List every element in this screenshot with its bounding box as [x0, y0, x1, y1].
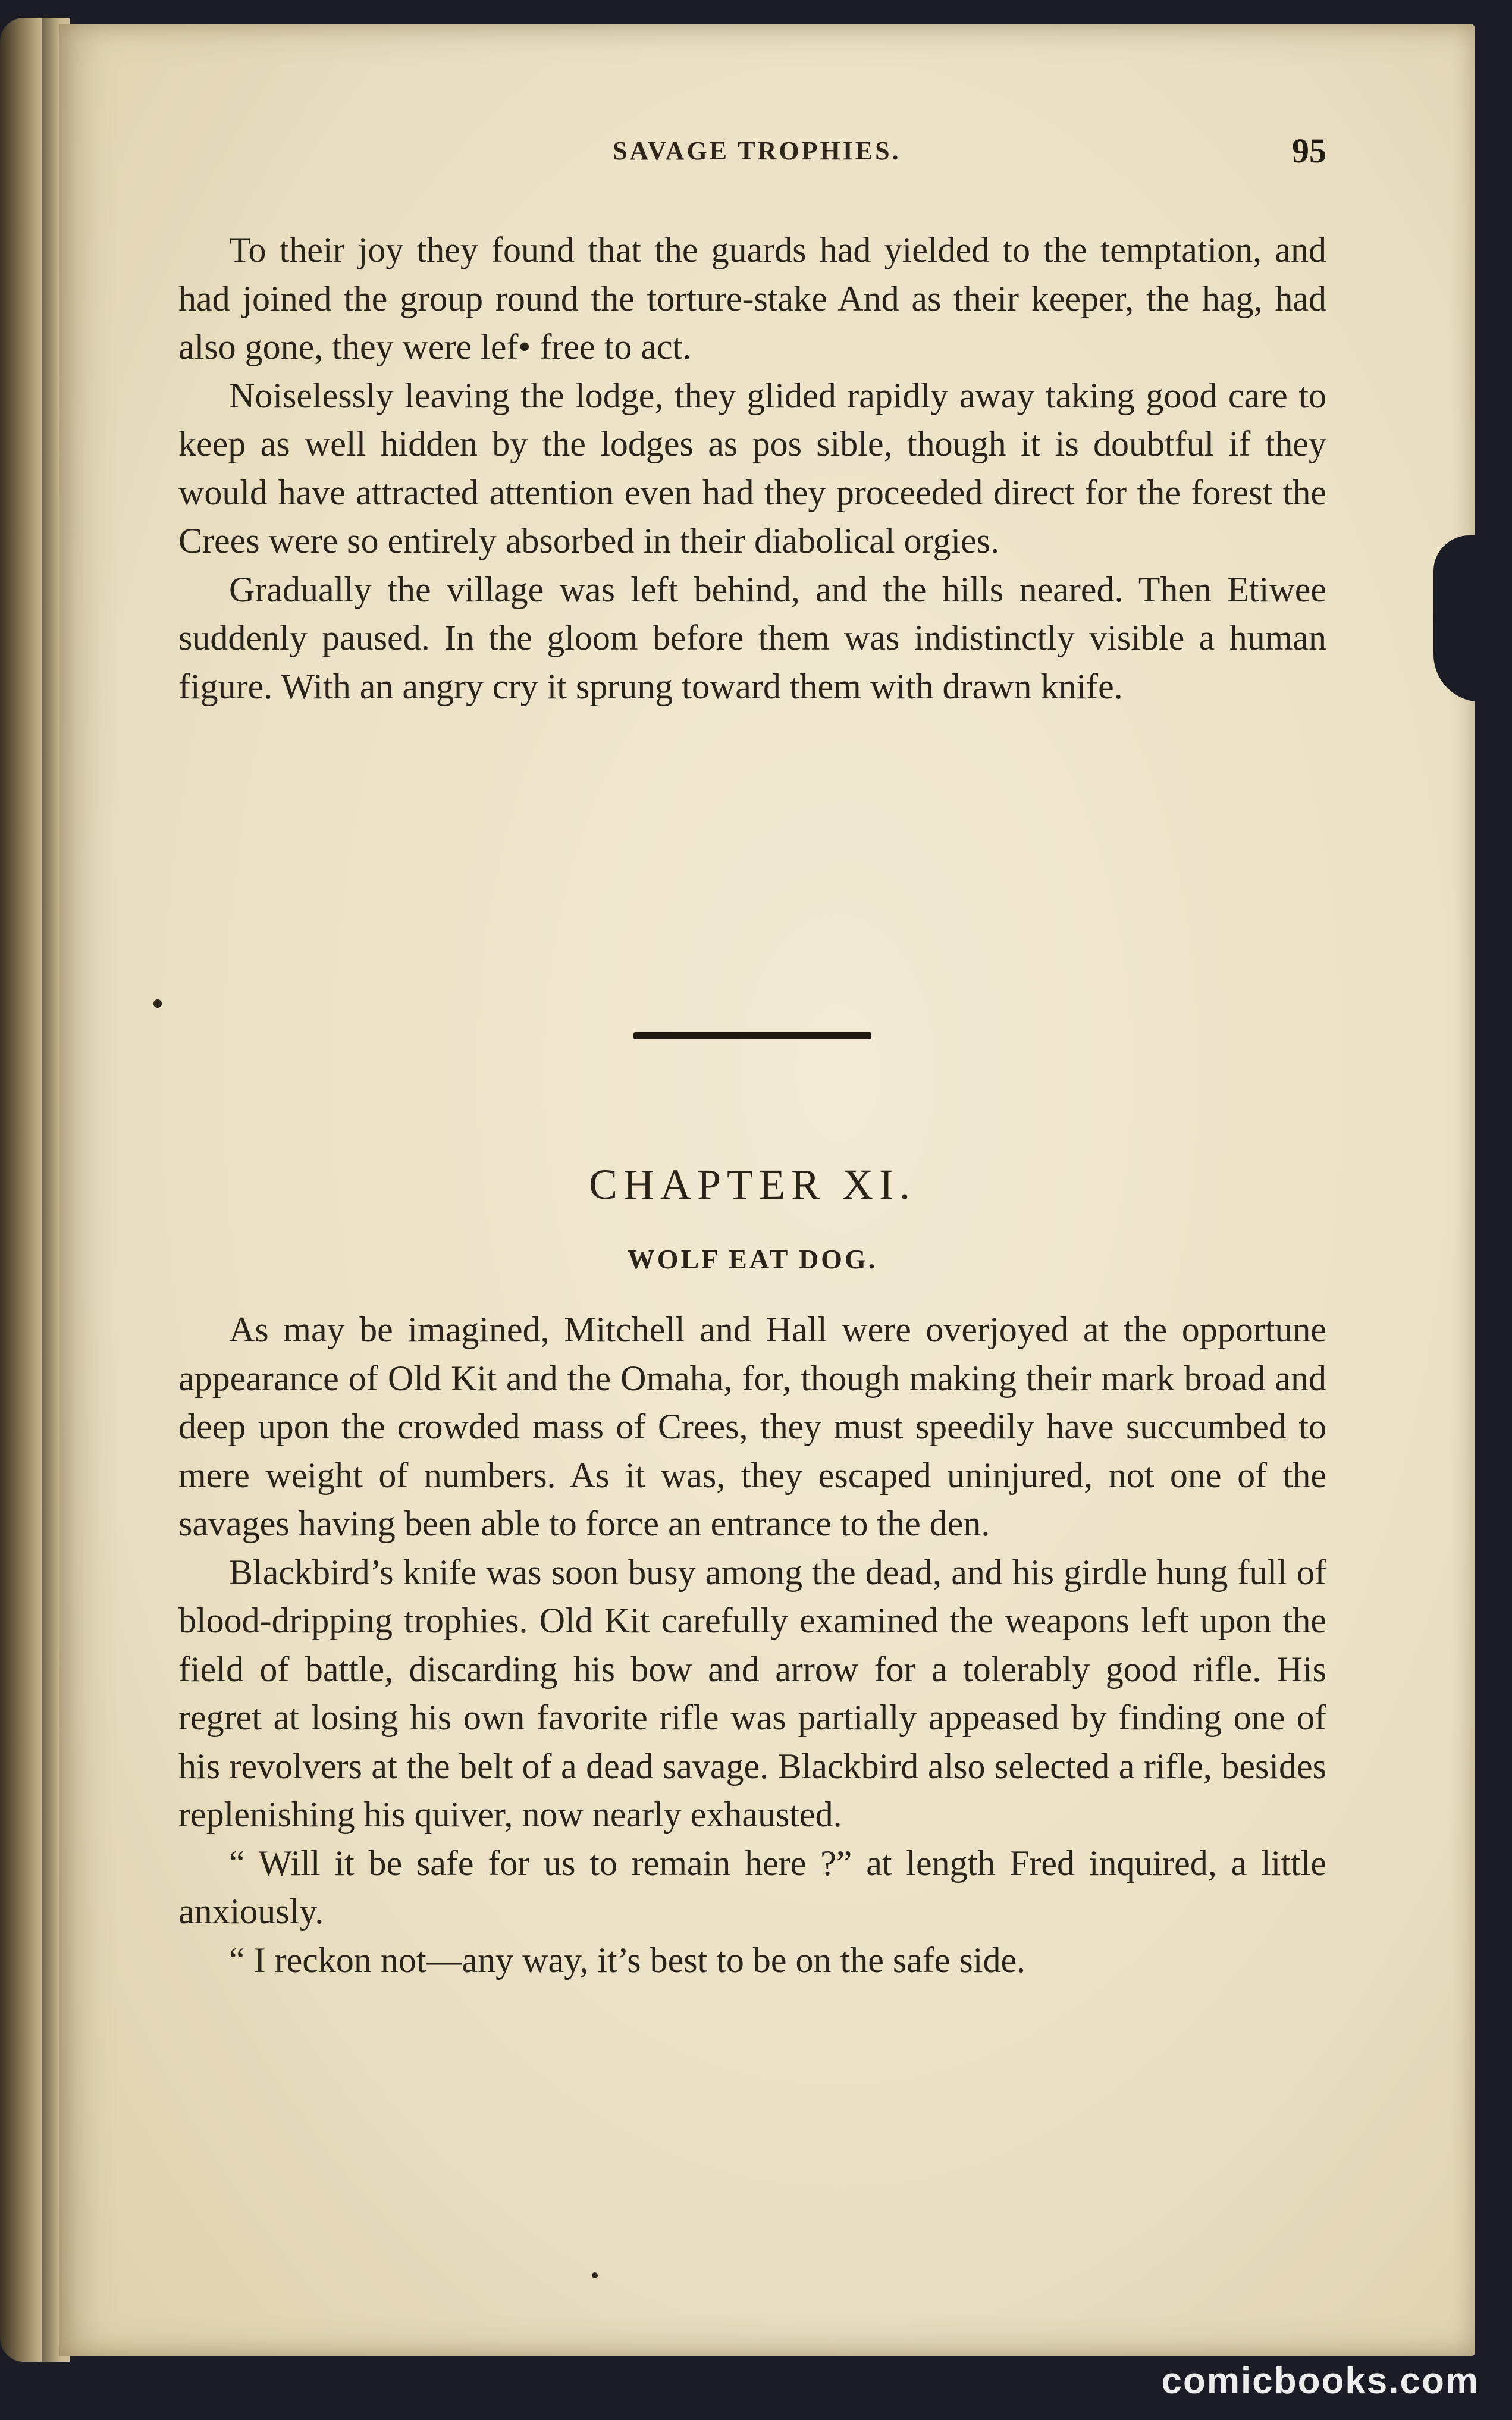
- section-divider-rule: [633, 1032, 871, 1039]
- ink-speck: [592, 2272, 598, 2278]
- text-before-chapter: [178, 226, 1326, 711]
- book-gutter: [42, 18, 77, 2362]
- paragraph: “ I reckon not—any way, it’s best to be on the safe side.: [229, 1940, 1026, 1980]
- paragraph: To their joy they found that the guards had yielded to the temptation, and had joined the group round the torture-stake And as their keeper, the hag, had also gone, they were lef• free to act.: [178, 230, 1326, 366]
- running-title: SAVAGE TROPHIES.: [613, 136, 901, 165]
- page-number: 95: [1292, 131, 1326, 170]
- paragraph: Blackbird’s knife was soon busy among the dead, and his girdle hung full of blood-dripping trophies. Old Kit carefully examined the weapons left upon the field of battle, discarding his bow and arrow for a tolerably good rifle. His regret at losing his own favorite rifle was partially appeased by finding one of his revolvers at the belt of a dead savage. Blackbird also selected a rifle, besides replenishing his quiver, now nearly exhausted.: [178, 1552, 1326, 1834]
- page-tear: [1433, 535, 1487, 702]
- text-after-chapter: [178, 1306, 1326, 1985]
- paragraph: Gradually the village was left behind, and the hills neared. Then Etiwee suddenly paused. In the gloom before them was indistinctly visible a human figure. With an angry cry it sprung toward them with drawn knife.: [178, 569, 1326, 706]
- running-header: [178, 131, 1326, 184]
- ink-speck: [153, 999, 162, 1008]
- chapter-subtitle: WOLF EAT DOG.: [627, 1244, 878, 1274]
- paragraph: As may be imagined, Mitchell and Hall were overjoyed at the opportune appearance of Old Kit and the Omaha, for, though making their mark broad and deep upon the crowded mass of Crees, they must speedily have succumbed to mere weight of numbers. As it was, they escaped uninjured, not one of the savages having been able to force an entrance to the den.: [178, 1310, 1326, 1543]
- chapter-title: CHAPTER XI.: [588, 1161, 916, 1208]
- watermark: comicbooks.com: [1161, 2361, 1479, 2402]
- paragraph: Noiselessly leaving the lodge, they glided rapidly away taking good care to keep as well hidden by the lodges as pos sible, though it is doubtful if they would have attracted attention even had they proceeded direct for the forest the Crees were so entirely absorbed in their diabolical orgies.: [178, 375, 1326, 560]
- paragraph: “ Will it be safe for us to remain here ?” at length Fred inquired, a little anxiously.: [178, 1843, 1326, 1931]
